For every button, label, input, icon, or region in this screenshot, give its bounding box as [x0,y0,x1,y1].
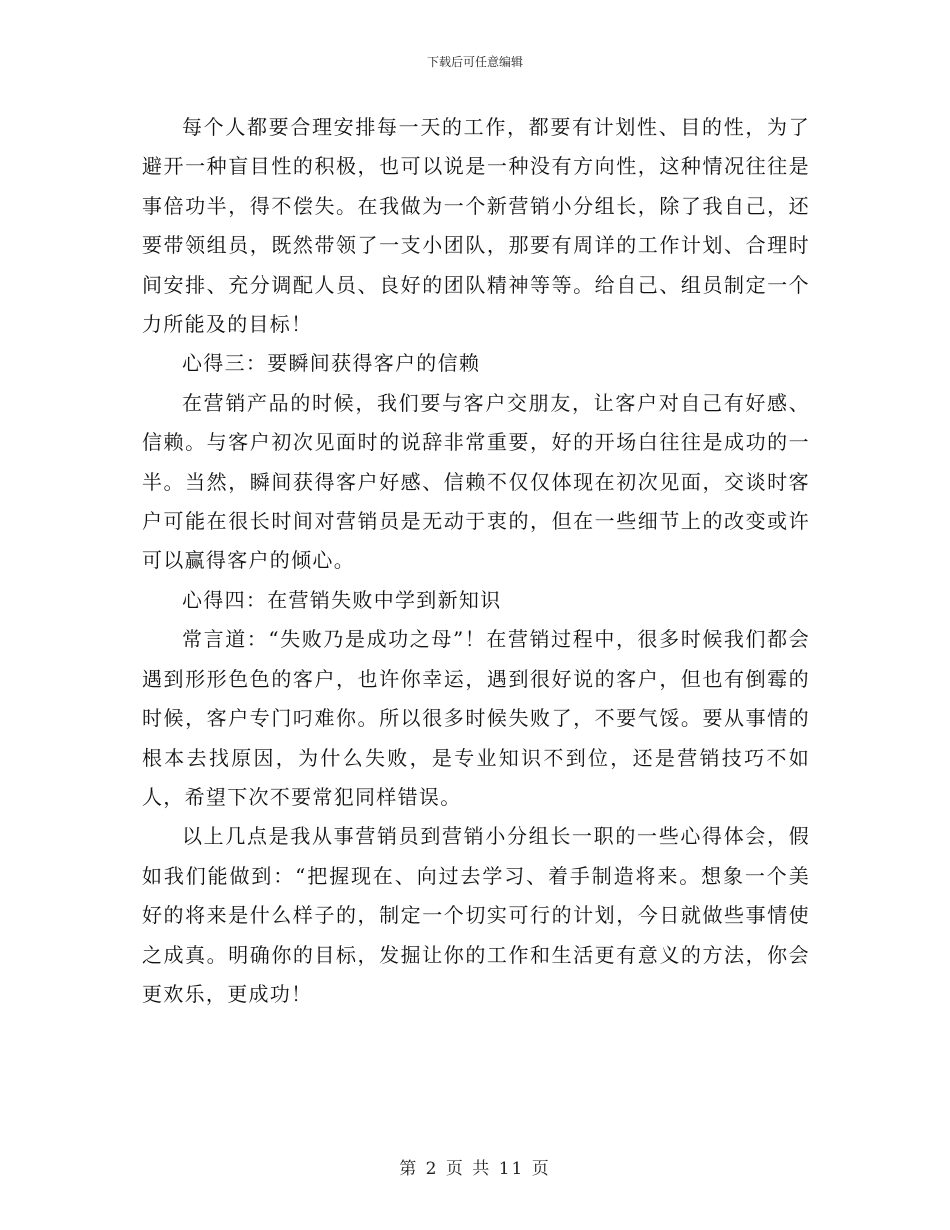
page-header: 下载后可任意编辑 [426,55,523,69]
paragraph-planning: 每个人都要合理安排每一天的工作，都要有计划性、目的性，为了避开一种盲目性的积极，也可以说是一种没有方向性，这种情况往往是事倍功半，得不偿失。在我做为一个新营销小分组长，除了我自己，还要带领组员，既然带领了一支小团队，那要有周详的工作计划、合理时间安排、充分调配人员、良好的团队精神等等。给自己、组员制定一个力所能及的目标！ [142,115,810,337]
document-body [142,108,810,1014]
paragraph-conclusion: 以上几点是我从事营销员到营销小分组长一职的一些心得体会，假如我们能做到：“把握现在、向过去学习、着手制造将来。想象一个美好的将来是什么样子的，制定一个切实可行的计划，今日就做些事情使之成真。明确你的目标，发掘让你的工作和生活更有意义的方法，你会更欢乐，更成功！ [142,824,810,1006]
page-footer: 第 2 页 共 11 页 [399,1159,551,1179]
heading-tip-four: 心得四：在营销失败中学到新知识 [182,587,502,612]
paragraph-customer-trust: 在营销产品的时候，我们要与客户交朋友，让客户对自己有好感、信赖。与客户初次见面时的说辞非常重要，好的开场白往往是成功的一半。当然，瞬间获得客户好感、信赖不仅仅体现在初次见面，交谈时客户可能在很长时间对营销员是无动于衷的，但在一些细节上的改变或许可以赢得客户的倾心。 [142,390,810,573]
heading-tip-three: 心得三：要瞬间获得客户的信赖 [182,351,481,376]
paragraph-learn-from-failure: 常言道：“失败乃是成功之母”！在营销过程中，很多时候我们都会遇到形形色色的客户，也许你幸运，遇到很好说的客户，但也有倒霉的时候，客户专门叼难你。所以很多时候失败了，不要气馁。要从事情的根本去找原因，为什么失败，是专业知识不到位，还是营销技巧不如人，希望下次不要常犯同样错误。 [142,627,810,809]
